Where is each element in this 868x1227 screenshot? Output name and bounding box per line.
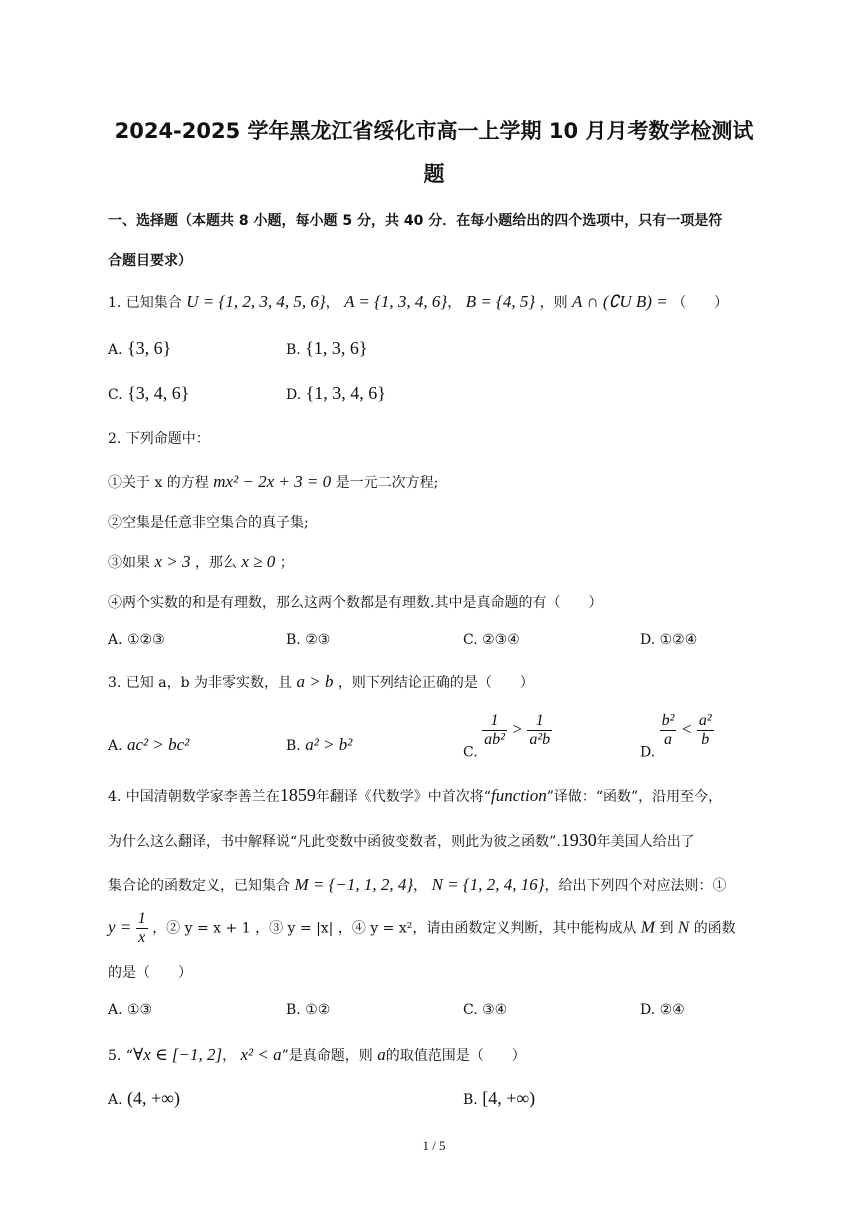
q4-year-1859: 1859 (279, 785, 316, 805)
fraction (527, 712, 552, 749)
option-label: A. (108, 1092, 123, 1108)
option-label: A. (108, 342, 123, 358)
q4-text: 年美国人给出了 (596, 834, 695, 850)
q1-set-a: A = {1, 3, 4, 6} (344, 292, 448, 311)
fraction-denominator: a²b (529, 731, 551, 748)
q2-statement-1 (108, 472, 438, 492)
question-4-line-4 (108, 910, 736, 947)
page-title-continued: 题 (423, 162, 445, 186)
question-3-stem (108, 672, 534, 692)
q4-option-c[interactable]: C. ③④ (463, 1002, 508, 1018)
rule-4: ，④ y = x² (337, 920, 413, 937)
q4-year-1930: 1930 (560, 830, 597, 850)
fraction-denominator: b (701, 731, 710, 748)
q4-text: 年翻译《代数学》中首次将“ (315, 789, 491, 805)
q1-option-d[interactable] (286, 383, 386, 404)
q5-text: ”是真命题，则 (281, 1048, 373, 1064)
q5-inequality: x² < a (240, 1045, 282, 1064)
option-label: B. (463, 1092, 478, 1108)
q5-option-b[interactable] (463, 1088, 535, 1109)
q4-var-n: N (677, 917, 690, 937)
fraction (482, 712, 507, 749)
q1-set-u: U = {1, 2, 3, 4, 5, 6} (186, 292, 326, 311)
q5-text: 5. “ (108, 1048, 133, 1064)
option-value: (4, +∞) (127, 1088, 180, 1108)
fraction-numerator: 1 (137, 910, 146, 927)
fraction-numerator: 1 (527, 712, 552, 731)
fraction-denominator: ab² (484, 731, 505, 748)
fraction (697, 712, 714, 749)
option-label: D. (286, 387, 302, 403)
q5-text: ， (222, 1048, 237, 1064)
q3-option-a[interactable] (108, 735, 189, 755)
comparison-operator: < (680, 719, 693, 739)
q1-option-b[interactable] (286, 338, 367, 359)
q2-statement-3 (108, 552, 294, 572)
q4-text: 集合论的函数定义，已知集合 (108, 878, 290, 894)
q3-option-b[interactable] (286, 735, 352, 755)
s1-prefix: ①关于 x 的方程 (108, 475, 209, 491)
option-label: C. (108, 387, 123, 403)
page-number: 1 / 5 (422, 1138, 446, 1153)
section-heading: 一、选择题（本题共 8 小题，每小题 5 分，共 40 分．在每小题给出的四个选项中，只有一项是符 (108, 213, 723, 229)
q1-expression: A ∩ (∁U B) = (572, 292, 668, 311)
q1-option-c[interactable] (108, 383, 189, 404)
option-value: {3, 4, 6} (127, 383, 190, 403)
q2-option-c[interactable]: C. ②③④ (463, 632, 520, 648)
q4-option-d[interactable]: D. ②④ (640, 1002, 685, 1018)
q4-option-b[interactable]: B. ①② (286, 1002, 331, 1018)
q4-var-m: M (640, 917, 655, 937)
question-4-line-1 (108, 785, 722, 806)
q5-quantifier: ∀x ∈ [−1, 2] (132, 1045, 223, 1064)
s3-condition: x > 3 (154, 552, 191, 571)
q4-text: ”译做：“函数”，沿用至今， (546, 789, 723, 805)
q4-text: ，请由函数定义判断，其中能构成从 (412, 920, 637, 937)
fraction (660, 712, 677, 749)
option-label: A. (108, 738, 123, 754)
option-value: ac² > bc² (127, 735, 190, 754)
q2-option-b[interactable]: B. ②③ (286, 632, 331, 648)
rule-2: ，② y = x + 1 (152, 920, 251, 937)
q1-blank: （ ） (672, 295, 729, 311)
q1-set-b: B = {4, 5} (465, 292, 536, 311)
q4-text: 为什么这么翻译，书中解释说“凡此变数中函彼变数者，则此为彼之函数”. (108, 834, 561, 850)
s1-suffix: 是一元二次方程; (335, 475, 439, 491)
page-title: 2024-2025 学年黑龙江省绥化市高一上学期 10 月月考数学检测试 (114, 119, 754, 143)
s3-prefix: ③如果 (108, 555, 150, 571)
question-4-line-2 (108, 830, 695, 851)
q3-suffix: ，则下列结论正确的是（ ） (337, 675, 534, 691)
option-label: B. (286, 342, 301, 358)
option-label: C. (463, 744, 478, 761)
option-value: [4, +∞) (482, 1088, 536, 1108)
section-heading-continued: 合题目要求） (108, 253, 192, 269)
s3-suffix: ； (279, 555, 294, 571)
question-1-stem: 1. 已知集合 U = {1, 2, 3, 4, 5, 6}， A = {1, 3, 4, 6}， B = {4, 5} ，则 A ∩ (∁U B) = （ ） (108, 292, 729, 311)
q4-word-function: function (490, 786, 547, 805)
q3-option-d[interactable] (640, 712, 714, 761)
q5-var-a: a (377, 1045, 386, 1064)
option-value: a² > b² (305, 735, 353, 754)
q2-option-a[interactable]: A. ①②③ (108, 632, 165, 648)
question-4-line-3: 集合论的函数定义，已知集合 M = {−1, 1, 2, 4}， N = {1, 2, 4, 16}，给出下列四个对应法则：① (108, 875, 727, 894)
q3-prefix: 3. 已知 a，b 为非零实数，且 (108, 675, 293, 691)
rule-1: y = (108, 917, 132, 937)
fraction (136, 910, 148, 947)
fraction-denominator: a (664, 731, 673, 748)
q4-option-a[interactable]: A. ①③ (108, 1002, 153, 1018)
option-value: {3, 6} (127, 338, 172, 358)
fraction-numerator: 1 (482, 712, 507, 731)
fraction-numerator: b² (661, 712, 675, 729)
q5-option-a[interactable] (108, 1088, 180, 1109)
q1-ask: ，则 (539, 295, 568, 311)
q4-text: 4. 中国清朝数学家李善兰在 (108, 789, 280, 805)
option-label: D. (640, 744, 656, 761)
s1-equation: mx² − 2x + 3 = 0 (213, 472, 332, 491)
s3-mid: ，那么 (194, 555, 237, 571)
q1-prefix: 1. 已知集合 (108, 295, 182, 311)
q3-option-c[interactable] (463, 712, 552, 761)
q4-set-m: M = {−1, 1, 2, 4} (294, 875, 414, 894)
option-label: B. (286, 738, 301, 754)
question-5-stem (108, 1045, 526, 1065)
q4-text: ，给出下列四个对应法则：① (544, 878, 727, 894)
comparison-operator: > (511, 719, 523, 739)
q2-statement-2: ②空集是任意非空集合的真子集; (108, 515, 309, 531)
question-4-line-5: 的是（ ） (108, 965, 192, 981)
question-2-stem: 2. 下列命题中： (108, 431, 210, 447)
q2-option-d[interactable]: D. ①②④ (640, 632, 698, 648)
q2-statement-4: ④两个实数的和是有理数，那么这两个数都是有理数.其中是真命题的有（ ） (108, 595, 603, 611)
q5-text: 的取值范围是（ ） (385, 1048, 526, 1064)
q4-text: 到 (659, 920, 674, 937)
s3-result: x ≥ 0 (241, 552, 276, 571)
q4-set-n: N = {1, 2, 4, 16} (431, 875, 545, 894)
fraction-denominator: x (138, 929, 146, 946)
fraction-numerator: a² (698, 712, 712, 729)
q4-text: 的函数 (693, 920, 736, 937)
option-value: {1, 3, 4, 6} (305, 383, 386, 403)
q3-condition: a > b (296, 672, 334, 691)
option-value: {1, 3, 6} (305, 338, 368, 358)
q1-option-a[interactable] (108, 338, 171, 359)
rule-3: ，③ y = |x| (255, 920, 334, 937)
